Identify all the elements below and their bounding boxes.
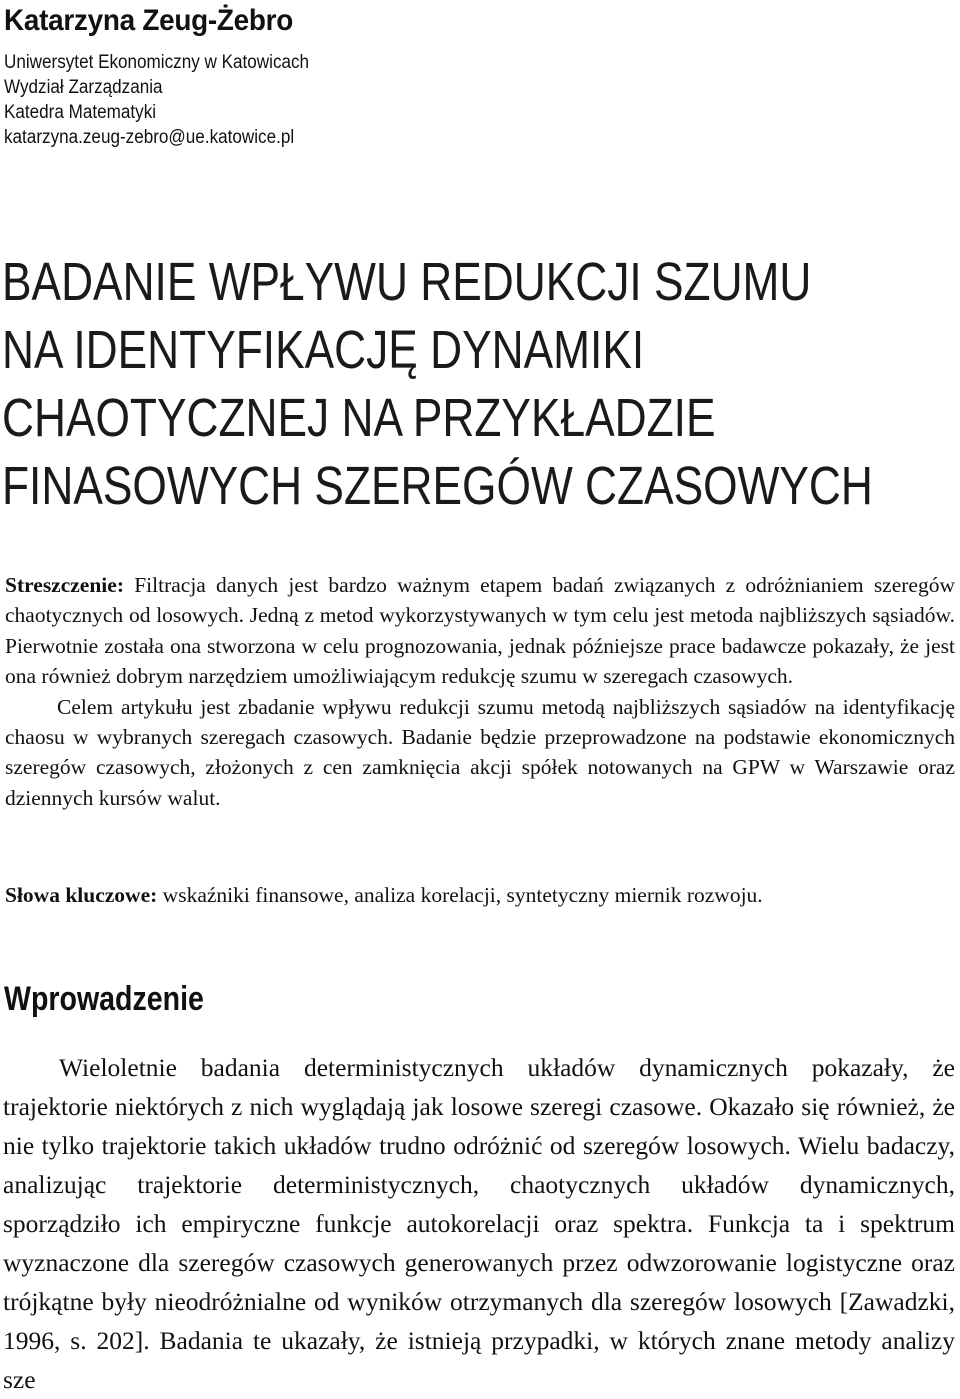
abstract-label: Streszczenie: bbox=[5, 573, 124, 597]
keywords-text: wskaźniki finansowe, analiza korelacji, syntetyczny miernik rozwoju. bbox=[157, 883, 763, 907]
title-line: NA IDENTYFIKACJĘ DYNAMIKI bbox=[2, 320, 645, 380]
affiliation-faculty: Wydział Zarządzania bbox=[4, 77, 163, 98]
author-affiliation bbox=[4, 50, 309, 150]
abstract-paragraph bbox=[5, 570, 955, 692]
section-heading: Wprowadzenie bbox=[4, 980, 204, 1018]
keywords-label: Słowa kluczowe: bbox=[5, 883, 158, 907]
abstract-paragraph-2: Celem artykułu jest zbadanie wpływu redukcji szumu metodą najbliższych sąsiadów na identyfikację chaosu w wybranych szeregach czasowych. Badanie będzie przeprowadzone na podstawie ekonomicznych szeregów czasowych, złożonych z cen zamknięcia akcji spółek notowanych na GPW w Warszawie oraz dziennych kursów walut. bbox=[5, 694, 955, 810]
title-line: BADANIE WPŁYWU REDUKCJI SZUMU bbox=[2, 252, 812, 312]
author-name: Katarzyna Zeug-Żebro bbox=[4, 4, 293, 37]
affiliation-department: Katedra Matematyki bbox=[4, 102, 157, 123]
title-line: CHAOTYCZNEJ NA PRZYKŁADZIE bbox=[2, 388, 716, 448]
intro-section bbox=[3, 1048, 955, 1399]
title-line: FINASOWYCH SZEREGÓW CZASOWYCH bbox=[2, 456, 873, 516]
author-email: katarzyna.zeug-zebro@ue.katowice.pl bbox=[4, 127, 295, 148]
paper-title bbox=[2, 248, 873, 520]
abstract-text: Filtracja danych jest bardzo ważnym etapem badań związanych z odróżnianiem szeregów chaotycznych od losowych. Jedną z metod wykorzystywanych w tym celu jest metoda najbliższych sąsiadów. Pierwotnie została ona stworzona w celu prognozowania, jednak późniejsze prace badawcze pokazały, że jest ona również dobrym narzędziem umożliwiającym redukcję szumu w szeregach czasowych. bbox=[5, 573, 955, 689]
abstract bbox=[5, 570, 955, 813]
intro-paragraph: Wieloletnie badania deterministycznych układów dynamicznych pokazały, że trajektorie niektórych z nich wyglądają jak losowe szeregi czasowe. Okazało się również, że nie tylko trajektorie takich układów trudno odróżnić od szeregów losowych. Wielu badaczy, analizując trajektorie deterministycznych, chaotycznych układów dynamicznych, sporządziło ich empiryczne funkcje autokorelacji oraz spektra. Funkcja ta i spektrum wyznaczone dla szeregów czasowych generowanych przez odwzorowanie logistyczne oraz trójkątne były nieodróżnialne od wyników otrzymanych dla szeregów losowych [Zawadzki, 1996, s. 202]. Badania te ukazały, że istnieją przypadki, w których znane metody analizy sze bbox=[3, 1053, 955, 1394]
keywords bbox=[5, 880, 955, 910]
affiliation-university: Uniwersytet Ekonomiczny w Katowicach bbox=[4, 52, 310, 73]
